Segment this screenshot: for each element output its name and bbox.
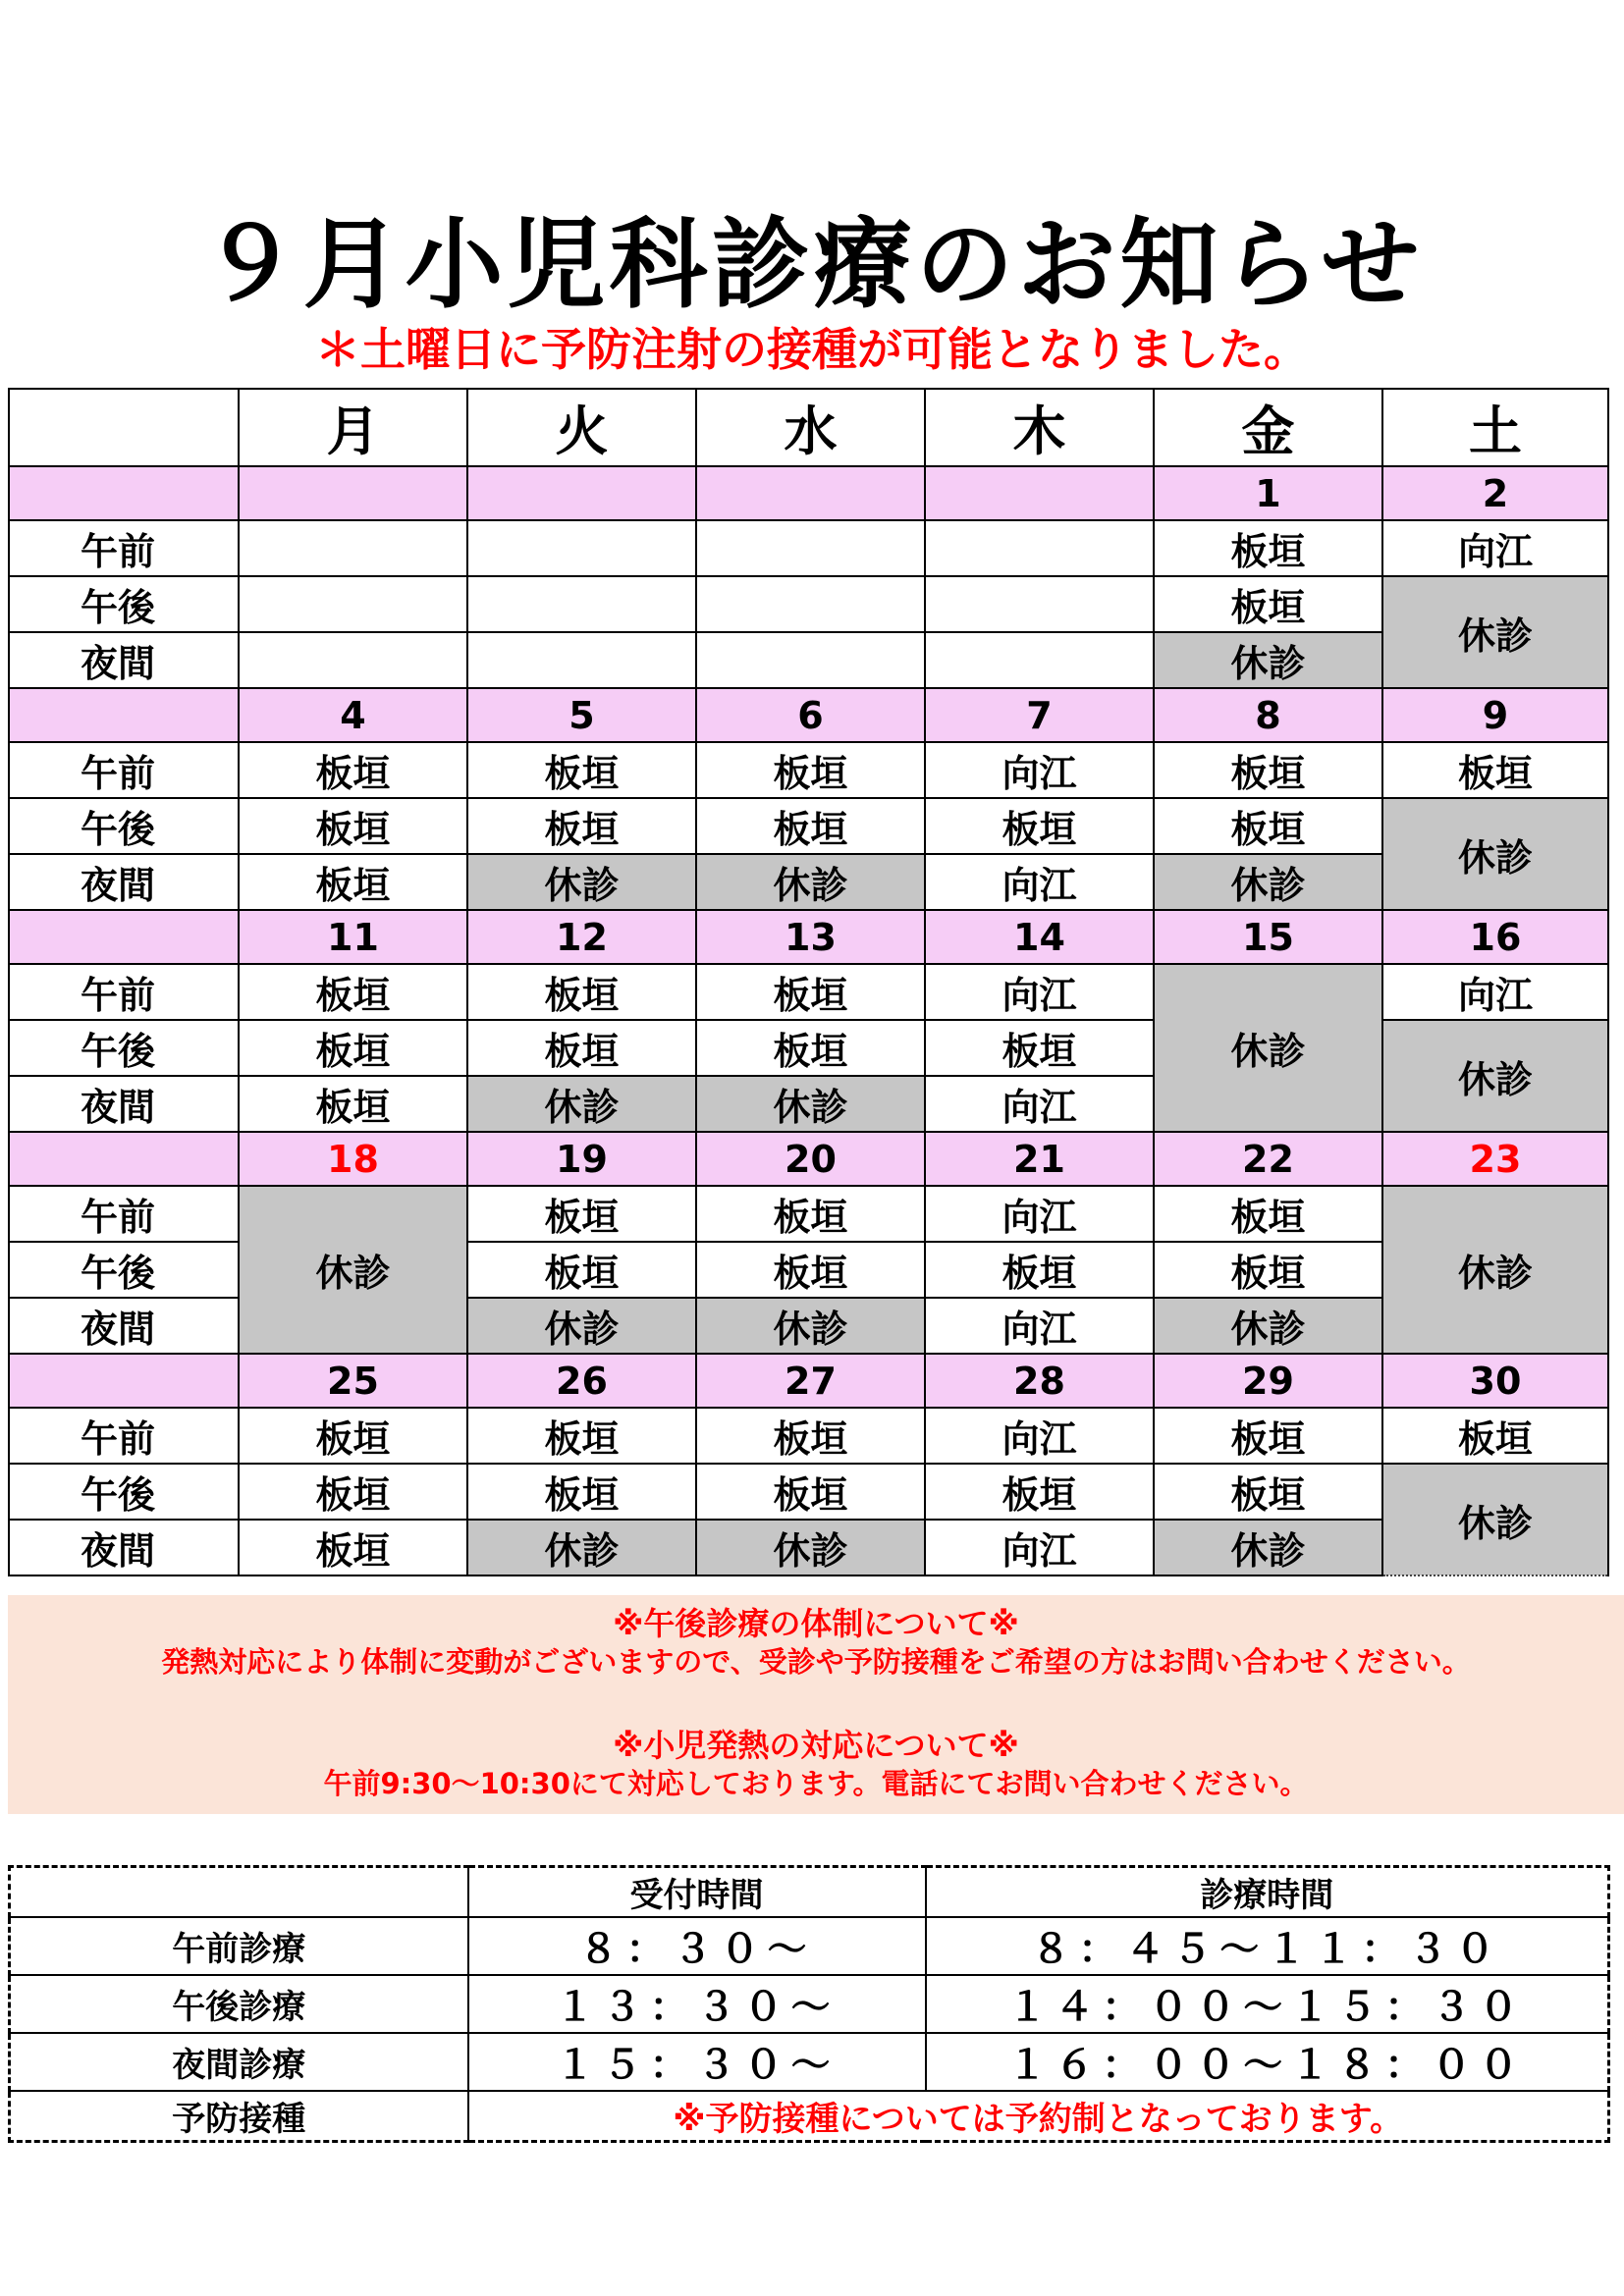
slot-label-am: 午前 [9,742,239,798]
schedule-cell: 板垣 [467,964,696,1020]
schedule-cell [696,632,925,688]
date-cell: 9 [1382,688,1608,742]
schedule-cell: 板垣 [1382,742,1608,798]
schedule-cell [925,632,1154,688]
closed-cell: 休診 [696,1076,925,1132]
schedule-cell [467,632,696,688]
schedule-cell: 板垣 [467,798,696,854]
schedule-cell: 板垣 [239,798,467,854]
date-cell: 14 [925,910,1154,964]
slot-label-pm: 午後 [9,798,239,854]
date-row-label [9,1132,239,1186]
slot-label-night: 夜間 [9,1076,239,1132]
schedule-cell: 板垣 [239,1408,467,1464]
page-title: ９月小児科診療のお知らせ [200,207,1424,322]
closed-cell: 休診 [1382,1186,1608,1354]
notice-text-afternoon: 発熱対応により体制に変動がございますので、受診や予防接種をご希望の方はお問い合わせください。 [161,1645,1471,1679]
reception-time-night: １５：３０～ [468,2033,926,2091]
schedule-cell [239,520,467,576]
schedule-cell [925,576,1154,632]
date-cell: 16 [1382,910,1608,964]
schedule-cell: 板垣 [467,1408,696,1464]
slot-label-night: 夜間 [9,1298,239,1354]
schedule-cell [467,576,696,632]
date-row-label [9,910,239,964]
schedule-cell [239,576,467,632]
schedule-cell: 向江 [1382,964,1608,1020]
september-calendar [8,388,1609,1576]
closed-cell: 休診 [467,1076,696,1132]
date-cell: 26 [467,1354,696,1408]
schedule-cell: 板垣 [1154,1464,1382,1520]
date-row-label [9,688,239,742]
slot-label-night: 夜間 [9,854,239,910]
schedule-cell: 向江 [925,1186,1154,1242]
date-cell: 12 [467,910,696,964]
closed-cell: 休診 [1382,798,1608,910]
schedule-cell: 板垣 [1154,520,1382,576]
date-cell: 6 [696,688,925,742]
date-cell: 20 [696,1132,925,1186]
schedule-cell: 板垣 [239,854,467,910]
reception-time-am: ８：３０～ [468,1917,926,1975]
schedule-cell: 板垣 [239,1020,467,1076]
schedule-cell: 板垣 [925,1242,1154,1298]
schedule-cell: 向江 [925,742,1154,798]
slot-label-pm: 午後 [9,576,239,632]
day-header-tue: 火 [467,389,696,466]
vaccine-reservation-note: ※予防接種については予約制となっております。 [468,2091,1609,2142]
schedule-cell: 板垣 [467,1464,696,1520]
schedule-cell: 板垣 [925,1020,1154,1076]
closed-cell: 休診 [696,1298,925,1354]
schedule-cell: 向江 [925,1298,1154,1354]
schedule-cell: 板垣 [1154,798,1382,854]
schedule-cell: 板垣 [467,1020,696,1076]
schedule-cell [239,632,467,688]
date-cell: 28 [925,1354,1154,1408]
date-cell-holiday: 23 [1382,1132,1608,1186]
slot-label-pm: 午後 [9,1242,239,1298]
schedule-cell: 板垣 [696,1020,925,1076]
date-cell: 29 [1154,1354,1382,1408]
schedule-cell: 板垣 [925,798,1154,854]
date-cell: 8 [1154,688,1382,742]
closed-cell: 休診 [1154,1520,1382,1575]
closed-cell: 休診 [1154,632,1382,688]
schedule-cell: 板垣 [1154,1242,1382,1298]
schedule-cell: 板垣 [239,1464,467,1520]
treatment-header: 診療時間 [926,1867,1609,1918]
closed-cell: 休診 [1382,1020,1608,1132]
slot-label-pm: 午後 [9,1464,239,1520]
schedule-cell: 板垣 [1154,1186,1382,1242]
date-cell: 5 [467,688,696,742]
schedule-cell: 板垣 [925,1464,1154,1520]
date-cell: 7 [925,688,1154,742]
schedule-cell [925,520,1154,576]
slot-label-am: 午前 [9,1408,239,1464]
closed-cell: 休診 [1154,964,1382,1132]
date-cell [239,466,467,520]
date-cell: 27 [696,1354,925,1408]
date-cell: 22 [1154,1132,1382,1186]
schedule-cell [696,576,925,632]
closed-cell: 休診 [696,854,925,910]
date-cell: 15 [1154,910,1382,964]
schedule-cell: 板垣 [696,1242,925,1298]
schedule-cell: 板垣 [467,1242,696,1298]
hours-table [8,1865,1610,2143]
day-header-mon: 月 [239,389,467,466]
treatment-time-pm: １４：００～１５：３０ [926,1975,1609,2033]
closed-cell: 休診 [239,1186,467,1354]
corner-cell [9,389,239,466]
date-cell: 2 [1382,466,1608,520]
closed-cell: 休診 [696,1520,925,1575]
date-cell: 4 [239,688,467,742]
closed-cell: 休診 [467,1520,696,1575]
slot-label-am: 午前 [9,964,239,1020]
closed-cell: 休診 [1154,1298,1382,1354]
date-cell: 13 [696,910,925,964]
notice-box [8,1595,1624,1814]
hours-label-pm: 午後診療 [10,1975,468,2033]
schedule-cell: 向江 [925,1520,1154,1575]
schedule-cell: 板垣 [239,742,467,798]
schedule-cell: 板垣 [696,1408,925,1464]
schedule-cell: 向江 [1382,520,1608,576]
date-row-label [9,466,239,520]
notice-heading-fever: ※小児発熱の対応について※ [613,1727,1019,1764]
hours-label-night: 夜間診療 [10,2033,468,2091]
date-cell [696,466,925,520]
slot-label-night: 夜間 [9,1520,239,1575]
closed-cell: 休診 [467,854,696,910]
notice-text-fever: 午前9:30～10:30にて対応しております。電話にてお問い合わせください。 [323,1767,1309,1800]
day-header-thu: 木 [925,389,1154,466]
slot-label-am: 午前 [9,1186,239,1242]
day-header-sat: 土 [1382,389,1608,466]
schedule-cell: 向江 [925,1076,1154,1132]
schedule-cell: 板垣 [1154,1408,1382,1464]
date-cell: 25 [239,1354,467,1408]
date-cell [925,466,1154,520]
schedule-cell: 板垣 [1154,742,1382,798]
date-cell [467,466,696,520]
schedule-cell [696,520,925,576]
schedule-cell: 板垣 [239,964,467,1020]
hours-label-vaccine: 予防接種 [10,2091,468,2142]
date-cell-holiday: 18 [239,1132,467,1186]
date-cell: 19 [467,1132,696,1186]
reception-time-pm: １３：３０～ [468,1975,926,2033]
closed-cell: 休診 [1382,576,1608,688]
schedule-cell: 板垣 [696,964,925,1020]
saturday-vaccine-notice: ＊土曜日に予防注射の接種が可能となりました。 [315,323,1309,376]
schedule-cell: 板垣 [239,1520,467,1575]
treatment-time-night: １６：００～１８：００ [926,2033,1609,2091]
closed-cell: 休診 [467,1298,696,1354]
closed-cell: 休診 [1382,1464,1608,1575]
reception-header: 受付時間 [468,1867,926,1918]
day-header-fri: 金 [1154,389,1382,466]
schedule-cell: 板垣 [239,1076,467,1132]
schedule-cell: 板垣 [1382,1408,1608,1464]
schedule-cell: 板垣 [696,1464,925,1520]
date-cell: 30 [1382,1354,1608,1408]
date-cell: 21 [925,1132,1154,1186]
schedule-cell: 板垣 [467,742,696,798]
schedule-cell: 板垣 [696,1186,925,1242]
date-row-label [9,1354,239,1408]
schedule-cell: 板垣 [467,1186,696,1242]
date-cell: 11 [239,910,467,964]
schedule-cell: 板垣 [696,798,925,854]
schedule-cell: 向江 [925,854,1154,910]
notice-heading-afternoon: ※午後診療の体制について※ [613,1605,1019,1642]
schedule-cell [467,520,696,576]
treatment-time-am: ８：４５～１１：３０ [926,1917,1609,1975]
schedule-cell: 板垣 [1154,576,1382,632]
slot-label-night: 夜間 [9,632,239,688]
date-cell: 1 [1154,466,1382,520]
schedule-cell: 板垣 [696,742,925,798]
hours-corner [10,1867,468,1918]
slot-label-pm: 午後 [9,1020,239,1076]
slot-label-am: 午前 [9,520,239,576]
closed-cell: 休診 [1154,854,1382,910]
day-header-wed: 水 [696,389,925,466]
hours-label-am: 午前診療 [10,1917,468,1975]
schedule-cell: 向江 [925,964,1154,1020]
schedule-cell: 向江 [925,1408,1154,1464]
